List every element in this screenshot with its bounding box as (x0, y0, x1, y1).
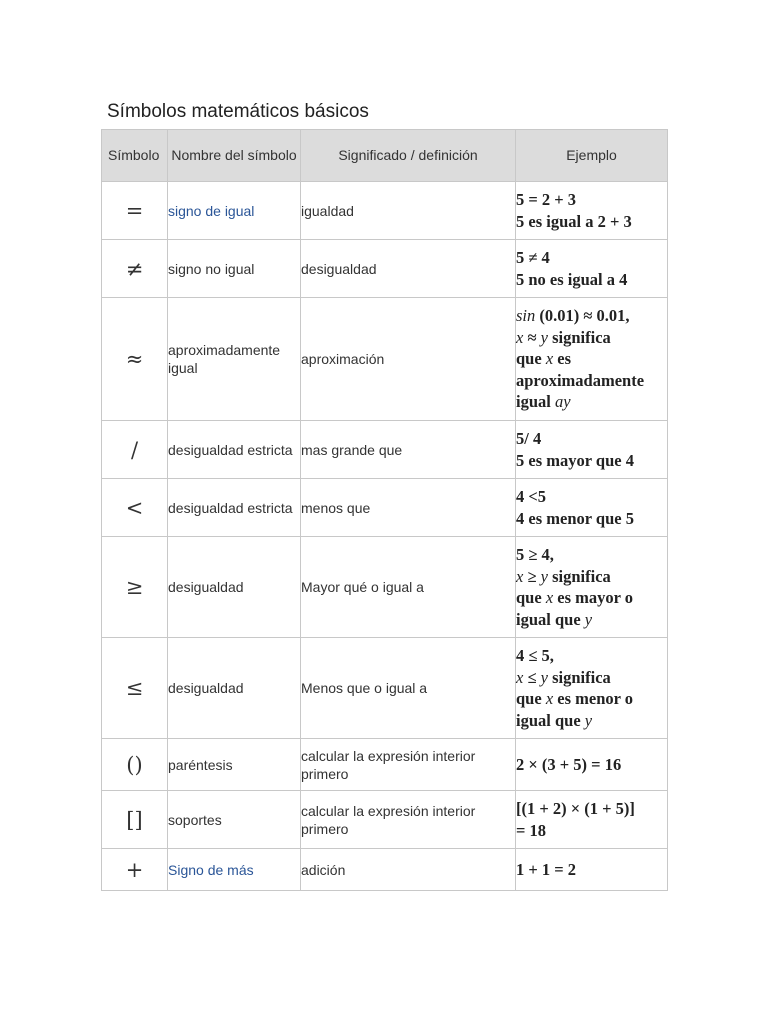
meaning-cell: calcular la expresión interior primero (301, 739, 516, 791)
meaning-cell: Mayor qué o igual a (301, 537, 516, 638)
example-text: es menor o (553, 689, 634, 708)
example-line: [(1 + 2) × (1 + 5)] (516, 799, 635, 818)
table-row (102, 479, 668, 537)
table-row (102, 421, 668, 479)
example-line (516, 391, 667, 413)
example-cell (516, 537, 668, 638)
example-italic: x (516, 566, 524, 586)
example-text: es (553, 349, 572, 369)
meaning-cell: Menos que o igual a (301, 638, 516, 739)
example-italic: x (516, 327, 524, 347)
symbol-name: desigualdad (168, 638, 301, 739)
example-text: es mayor o (553, 588, 634, 607)
example-cell (516, 849, 668, 891)
meaning-cell: aproximación (301, 298, 516, 421)
example-text: que (516, 349, 546, 369)
symbol-name: desigualdad estricta (168, 421, 301, 479)
example-cell (516, 791, 668, 849)
table-row (102, 739, 668, 791)
example-line: aproximadamente (516, 370, 645, 390)
example-text: significa (547, 566, 611, 586)
example-line: 5 ≠ 4 (516, 248, 550, 267)
example-line (516, 566, 667, 588)
header-symbol: Símbolo (102, 130, 168, 182)
example-cell (516, 182, 668, 240)
example-line (516, 305, 667, 327)
example-line (516, 609, 667, 631)
symbol-cell: / (102, 421, 168, 479)
example-text: igual que (516, 609, 585, 629)
example-line (516, 667, 667, 689)
example-text: significa (547, 327, 611, 347)
meaning-cell: calcular la expresión interior primero (301, 791, 516, 849)
example-text: que (516, 588, 546, 607)
example-cell (516, 240, 668, 298)
example-italic: ay (554, 392, 571, 412)
meaning-cell: menos que (301, 479, 516, 537)
example-italic: x (545, 349, 554, 369)
symbol-name: soportes (168, 791, 301, 849)
symbol-cell: ≤ (102, 638, 168, 739)
example-italic: y (540, 327, 548, 347)
symbol-cell: ≥ (102, 537, 168, 638)
example-line (516, 348, 667, 370)
symbol-name: aproximadamente igual (168, 298, 301, 421)
example-line: 1 + 1 = 2 (516, 859, 577, 879)
header-name: Nombre del símbolo (168, 130, 301, 182)
table-header-row (102, 130, 668, 182)
example-cell (516, 298, 668, 421)
symbol-cell: = (102, 182, 168, 240)
symbol-cell: ≠ (102, 240, 168, 298)
example-text: ≤ (523, 667, 541, 687)
example-line: 5 es mayor que 4 (516, 450, 634, 470)
table-row (102, 240, 668, 298)
symbol-cell: + (102, 849, 168, 891)
symbol-name: paréntesis (168, 739, 301, 791)
example-line: 5 no es igual a 4 (516, 269, 628, 289)
symbol-name: desigualdad (168, 537, 301, 638)
symbol-cell: () (102, 739, 168, 791)
example-text: que (516, 689, 546, 708)
example-cell (516, 479, 668, 537)
symbol-cell: ≈ (102, 298, 168, 421)
example-line: 5 ≥ 4, (516, 545, 554, 564)
example-text: igual que (516, 710, 585, 730)
example-line: 4 <5 (516, 487, 547, 506)
example-cell (516, 739, 668, 791)
table-row (102, 849, 668, 891)
page-title: Símbolos matemáticos básicos (107, 101, 369, 122)
example-italic: y (584, 609, 593, 629)
table-row (102, 298, 668, 421)
meaning-cell: igualdad (301, 182, 516, 240)
symbol-name: desigualdad estricta (168, 479, 301, 537)
example-text: igual (516, 392, 555, 412)
example-italic: sin (516, 306, 536, 326)
example-line: 5 es igual a 2 + 3 (516, 211, 632, 231)
example-italic: y (540, 566, 548, 586)
symbols-table (101, 129, 668, 891)
table-row (102, 537, 668, 638)
meaning-cell: mas grande que (301, 421, 516, 479)
example-line (516, 710, 667, 732)
table-row (102, 638, 668, 739)
meaning-cell: adición (301, 849, 516, 891)
example-line (516, 688, 667, 710)
header-example: Ejemplo (516, 130, 668, 182)
example-text: ≥ (523, 566, 541, 586)
example-line: 4 es menor que 5 (516, 508, 634, 528)
example-line (516, 327, 667, 349)
symbol-name-link[interactable]: signo de igual (168, 182, 301, 240)
example-text: significa (547, 667, 611, 687)
symbol-cell: < (102, 479, 168, 537)
example-text: ≈ (523, 327, 541, 347)
example-cell (516, 421, 668, 479)
example-italic: x (545, 588, 554, 607)
example-italic: y (540, 667, 548, 687)
example-line: 5 = 2 + 3 (516, 190, 577, 209)
example-italic: y (584, 710, 593, 730)
table-row (102, 791, 668, 849)
table-row (102, 182, 668, 240)
example-cell (516, 638, 668, 739)
meaning-cell: desigualdad (301, 240, 516, 298)
example-text: (0.01) ≈ 0.01, (535, 306, 630, 326)
symbol-cell: [] (102, 791, 168, 849)
example-line (516, 587, 667, 609)
header-meaning: Significado / definición (301, 130, 516, 182)
example-line: 5/ 4 (516, 429, 542, 448)
example-line: = 18 (516, 820, 547, 840)
example-line: 4 ≤ 5, (516, 646, 554, 665)
symbol-name: signo no igual (168, 240, 301, 298)
example-line: 2 × (3 + 5) = 16 (516, 754, 622, 774)
example-italic: x (516, 667, 524, 687)
example-italic: x (545, 689, 554, 708)
symbol-name-link[interactable]: Signo de más (168, 849, 301, 891)
